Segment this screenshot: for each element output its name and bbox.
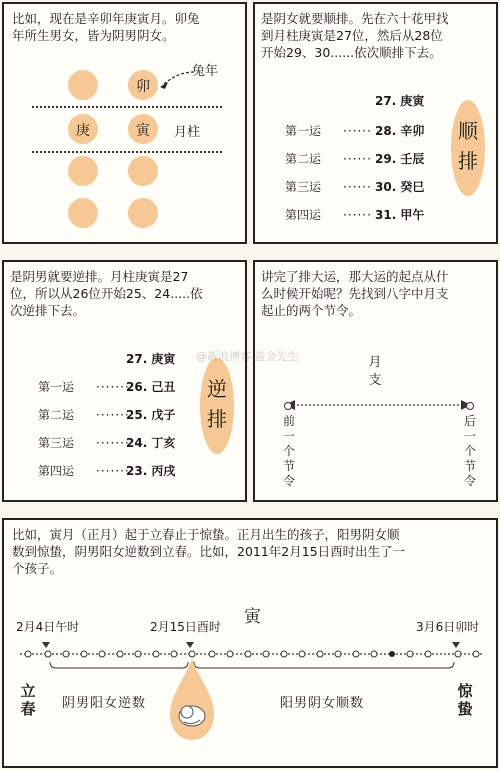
baby-icon [166, 656, 218, 742]
month-branch-label: 月 支 [368, 355, 382, 388]
panel2-top-item [375, 92, 424, 109]
row-dots: ······ [343, 208, 372, 222]
circle-empty-2 [68, 156, 98, 186]
term-range-arrow [283, 398, 473, 412]
circle-empty-4 [68, 198, 98, 228]
row-value: 24. 丁亥 [126, 436, 176, 450]
panel4-text: 讲完了排大运，那大运的起点从什 么时候开始呢？先找到八字中月支 起止的两个节令。 [261, 269, 449, 318]
row-label: 第二运 [38, 408, 75, 422]
row-dots: ······· [96, 464, 130, 478]
panel2-text: 是阴女就要顺排。先在六十花甲找 到月柱庚寅是27位，然后从28位 开始29、30......依次顺排下去。 [261, 11, 449, 60]
yin-label: 寅 [244, 607, 261, 627]
date-right: 3月6日卯时 [416, 620, 480, 634]
row-dots: ······ [343, 124, 372, 138]
panel3-top: 27. 庚寅 [126, 352, 176, 366]
lichun-label: 立 春 [20, 682, 36, 718]
panel3-row-1 [38, 378, 175, 395]
circle-empty-5 [128, 198, 158, 228]
row-value: 29. 壬辰 [375, 152, 425, 166]
row-value: 28. 辛卯 [375, 124, 425, 138]
panel2-top: 27. 庚寅 [375, 94, 425, 108]
row-label: 第四运 [38, 464, 75, 478]
panel-reverse-order [2, 260, 247, 502]
panel-year-example [2, 2, 247, 244]
row-value: 23. 丙戌 [126, 464, 176, 478]
divider-bottom [32, 151, 222, 153]
left-term-marker [282, 400, 294, 412]
next-term-label: 后 一 个 节 令 [463, 414, 476, 488]
panel-solar-terms [253, 260, 498, 502]
glyph-mao: 卯 [136, 79, 150, 95]
row-value: 31. 甲午 [375, 208, 425, 222]
date-left: 2月4日午时 [16, 620, 80, 634]
row-label: 第一运 [285, 124, 322, 138]
row-value: 26. 己丑 [126, 380, 176, 394]
panel3-row-2 [38, 406, 175, 423]
panel5-text: 比如，寅月（正月）起于立春止于惊蛰。正月出生的孩子，阳男阴女顺 数到惊蛰，阴男阳女逆数到立春。比如，2011年2月15日酉时出生了一 个孩子。 [12, 527, 406, 576]
row-value: 30. 癸巳 [375, 180, 425, 194]
row-dots: ······· [96, 436, 130, 450]
panel3-row-3 [38, 434, 175, 451]
panel3-text: 是阴男就要逆排。月柱庚寅是27 位，所以从26位开始25、24.....依 次逆排下去。 [10, 269, 203, 318]
row-label: 第一运 [38, 380, 75, 394]
row-label: 第二运 [285, 152, 322, 166]
circle-empty-1 [68, 70, 98, 100]
panel1-text: 比如，现在是辛卯年庚寅月。卯兔 年所生男女，皆为阴男阴女。 [12, 11, 200, 43]
circle-empty-3 [128, 156, 158, 186]
row-dots: ······· [96, 408, 130, 422]
glyph-yin: 寅 [136, 123, 150, 139]
panel2-row-4 [285, 206, 424, 223]
watermark: @新浪博客 盖金先生 [196, 350, 299, 363]
row-label: 第四运 [285, 208, 322, 222]
divider-top [32, 106, 222, 108]
row-label: 第三运 [285, 180, 322, 194]
panel2-row-1 [285, 122, 424, 139]
row-dots: ······ [343, 180, 372, 194]
glyph-geng: 庚 [76, 123, 90, 139]
panel-birth-example [2, 518, 498, 768]
forward-vertical-label: 顺 排 [458, 119, 478, 173]
reverse-vertical-label: 逆 排 [207, 377, 227, 431]
date-mid: 2月15日酉时 [150, 620, 221, 634]
row-dots: ······· [96, 380, 130, 394]
right-term-marker [464, 400, 476, 412]
reverse-count-label: 阴男阳女逆数 [62, 696, 147, 711]
rabbit-year-label: 兔年 [192, 64, 219, 79]
arrow-icon [154, 68, 198, 90]
panel3-top-item [126, 350, 175, 367]
panel2-row-2 [285, 150, 424, 167]
forward-count-label: 阳男阴女顺数 [280, 696, 365, 711]
panel-forward-order [253, 2, 498, 244]
previous-term-label: 前 一 个 节 令 [282, 414, 295, 488]
panel2-row-3 [285, 178, 424, 195]
row-value: 25. 戊子 [126, 408, 176, 422]
jingzhe-label: 惊 蛰 [457, 682, 473, 718]
timeline [14, 638, 490, 700]
row-dots: ······ [343, 152, 372, 166]
month-pillar-label: 月柱 [174, 125, 201, 140]
panel3-row-4 [38, 462, 175, 479]
row-label: 第三运 [38, 436, 75, 450]
